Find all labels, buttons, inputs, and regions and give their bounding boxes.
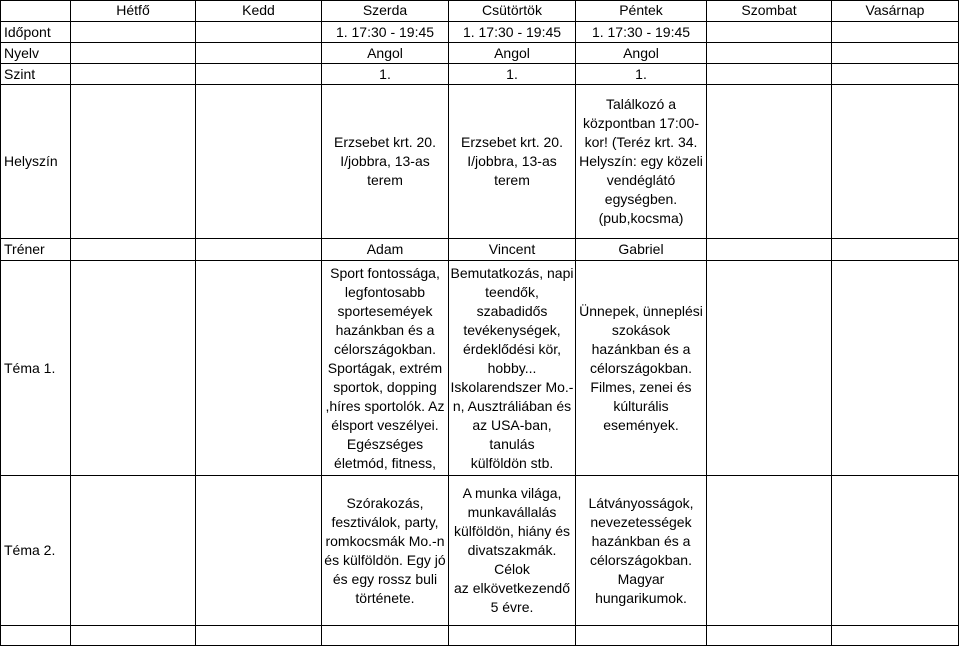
cell-idopont-friday: 1. 17:30 - 19:45 xyxy=(576,22,707,43)
cell-szint-monday xyxy=(71,64,196,85)
cell-tema1-saturday xyxy=(707,261,832,476)
cell-trener-monday xyxy=(71,239,196,261)
row-label-nyelv: Nyelv xyxy=(0,43,71,64)
cell-nyelv-wednesday: Angol xyxy=(322,43,449,64)
cell-tema1-thursday: Bemutatkozás, napi teendők, szabadidős tevékenységek, érdeklődési kör, hobby... Iskolarendszer Mo.- n, Ausztráliában és az USA-ban, tanulás külföldön stb. xyxy=(449,261,576,476)
cell-helyszin-saturday xyxy=(707,85,832,239)
cell-tema2-thursday: A munka világa, munkavállalás külföldön, hiány és divatszakmák. Célok az elkövetkezendő 5 évre. xyxy=(449,476,576,626)
cell-trener-sunday xyxy=(832,239,959,261)
cell-helyszin-tuesday xyxy=(196,85,322,239)
cell-helyszin-monday xyxy=(71,85,196,239)
cell-tema2-sunday xyxy=(832,476,959,626)
cell-szint-saturday xyxy=(707,64,832,85)
header-day-tuesday: Kedd xyxy=(196,0,322,22)
cell-helyszin-sunday xyxy=(832,85,959,239)
cell-tema2-saturday xyxy=(707,476,832,626)
cell-tema1-tuesday xyxy=(196,261,322,476)
cell-nyelv-saturday xyxy=(707,43,832,64)
cell-helyszin-thursday: Erzsebet krt. 20. I/jobbra, 13-as terem xyxy=(449,85,576,239)
cell-tema1-monday xyxy=(71,261,196,476)
cell-tema2-tuesday xyxy=(196,476,322,626)
header-day-sunday: Vasárnap xyxy=(832,0,959,22)
cell-tema1-friday: Ünnepek, ünneplési szokások hazánkban és a célországokban. Filmes, zenei és kúlturális események. xyxy=(576,261,707,476)
header-day-thursday: Csütörtök xyxy=(449,0,576,22)
empty-cell-monday xyxy=(71,626,196,646)
cell-trener-thursday: Vincent xyxy=(449,239,576,261)
cell-szint-thursday: 1. xyxy=(449,64,576,85)
empty-cell-wednesday xyxy=(322,626,449,646)
empty-row-label xyxy=(0,626,71,646)
cell-nyelv-thursday: Angol xyxy=(449,43,576,64)
header-day-friday: Péntek xyxy=(576,0,707,22)
header-day-saturday: Szombat xyxy=(707,0,832,22)
row-label-tema2: Téma 2. xyxy=(0,476,71,626)
row-label-szint: Szint xyxy=(0,64,71,85)
empty-cell-sunday xyxy=(832,626,959,646)
cell-helyszin-friday: Találkozó a központban 17:00- kor! (Teréz krt. 34. Helyszín: egy közeli vendéglátó egységben. (pub,kocsma) xyxy=(576,85,707,239)
cell-idopont-thursday: 1. 17:30 - 19:45 xyxy=(449,22,576,43)
cell-nyelv-tuesday xyxy=(196,43,322,64)
cell-trener-tuesday xyxy=(196,239,322,261)
cell-szint-sunday xyxy=(832,64,959,85)
cell-nyelv-friday: Angol xyxy=(576,43,707,64)
cell-idopont-wednesday: 1. 17:30 - 19:45 xyxy=(322,22,449,43)
cell-szint-wednesday: 1. xyxy=(322,64,449,85)
row-label-helyszin: Helyszín xyxy=(0,85,71,239)
header-day-monday: Hétfő xyxy=(71,0,196,22)
header-corner-cell xyxy=(0,0,71,22)
empty-cell-saturday xyxy=(707,626,832,646)
row-label-trener: Tréner xyxy=(0,239,71,261)
cell-trener-wednesday: Adam xyxy=(322,239,449,261)
cell-idopont-saturday xyxy=(707,22,832,43)
cell-szint-friday: 1. xyxy=(576,64,707,85)
empty-cell-thursday xyxy=(449,626,576,646)
cell-tema2-wednesday: Szórakozás, fesztiválok, party, romkocsmák Mo.-n és külföldön. Egy jó és egy rossz buli története. xyxy=(322,476,449,626)
row-label-tema1: Téma 1. xyxy=(0,261,71,476)
cell-trener-saturday xyxy=(707,239,832,261)
cell-tema1-wednesday: Sport fontossága, legfontosabb sporteseméyek hazánkban és a célországokban. Sportágak, extrém sportok, dopping ,híres sportolók. Az élsport veszélyei. Egészséges életmód, fitness, xyxy=(322,261,449,476)
empty-cell-friday xyxy=(576,626,707,646)
header-day-wednesday: Szerda xyxy=(322,0,449,22)
cell-helyszin-wednesday: Erzsebet krt. 20. I/jobbra, 13-as terem xyxy=(322,85,449,239)
cell-szint-tuesday xyxy=(196,64,322,85)
cell-tema1-sunday xyxy=(832,261,959,476)
cell-idopont-tuesday xyxy=(196,22,322,43)
cell-nyelv-sunday xyxy=(832,43,959,64)
cell-idopont-monday xyxy=(71,22,196,43)
cell-tema2-friday: Látványosságok, nevezetességek hazánkban és a célországokban. Magyar hungarikumok. xyxy=(576,476,707,626)
cell-nyelv-monday xyxy=(71,43,196,64)
row-label-idopont: Időpont xyxy=(0,22,71,43)
cell-trener-friday: Gabriel xyxy=(576,239,707,261)
empty-cell-tuesday xyxy=(196,626,322,646)
cell-tema2-monday xyxy=(71,476,196,626)
cell-idopont-sunday xyxy=(832,22,959,43)
